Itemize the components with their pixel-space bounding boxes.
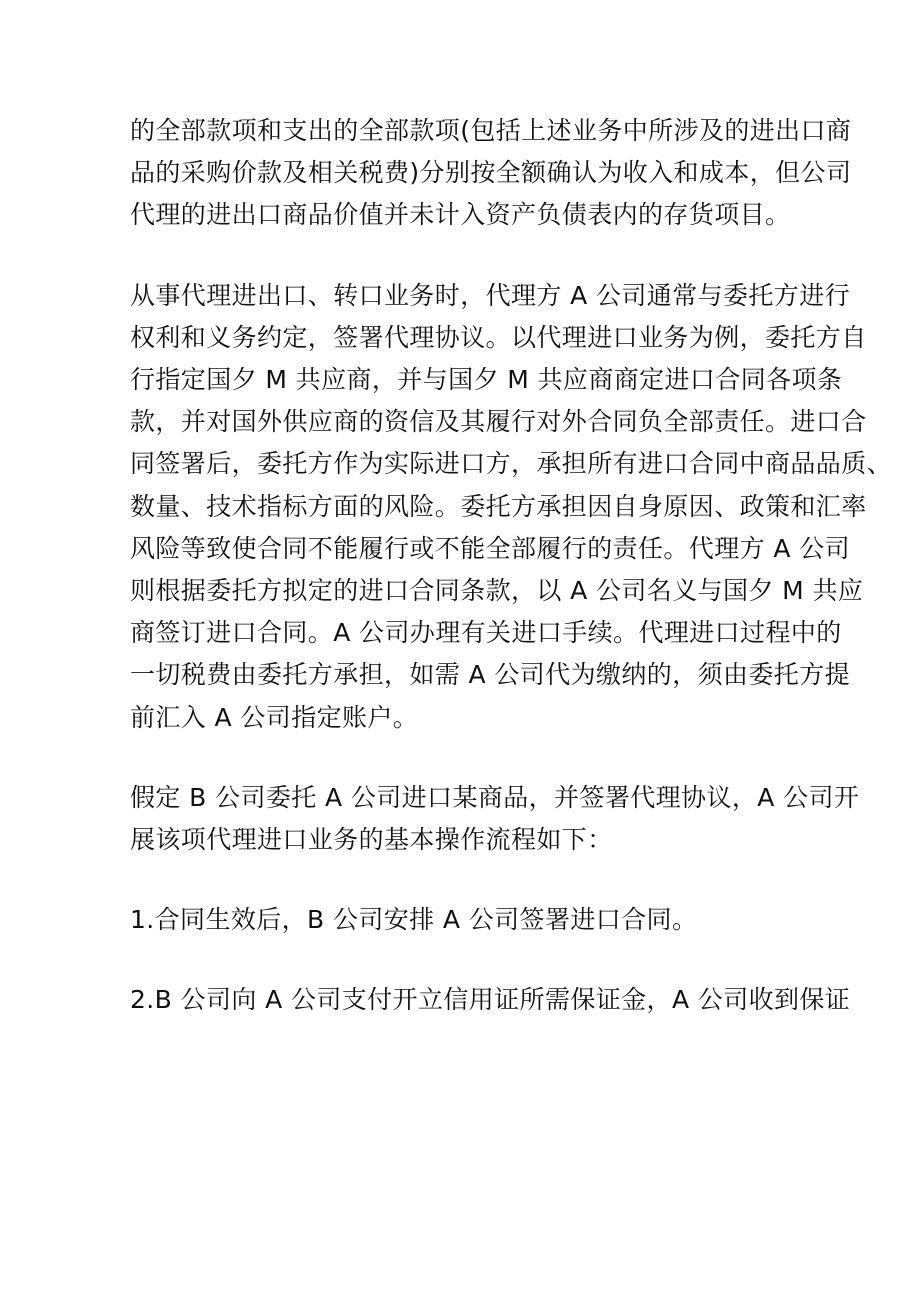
text-line: 同签署后，委托方作为实际进口方，承担所有进口合同中商品品质、	[130, 449, 893, 479]
text-line: 代理的进出口商品价值并未计入资产负债表内的存货项目。	[130, 200, 791, 230]
paragraph-revenue-recognition	[130, 110, 852, 237]
text-line: 权利和义务约定，签署代理协议。以代理进口业务为例，委托方自	[130, 322, 867, 352]
text-line: 展该项代理进口业务的基本操作流程如下：	[130, 825, 613, 855]
text-line: 从事代理进出口、转口业务时，代理方 A 公司通常与委托方进行	[130, 280, 850, 310]
text-line: 假定 B 公司委托 A 公司进口某商品，并签署代理协议，A 公司开	[130, 782, 860, 812]
text-line: 一切税费由委托方承担，如需 A 公司代为缴纳的，须由委托方提	[130, 660, 850, 690]
paragraph-example-setup	[130, 777, 860, 861]
text-line: 款，并对国外供应商的资信及其履行对外合同负全部责任。进口合	[130, 407, 867, 437]
text-line: 行指定国夕 M 共应商，并与国夕 M 共应商商定进口合同各项条	[130, 365, 843, 395]
text-line: 品的采购价款及相关税费)分别按全额确认为收入和成本，但公司	[130, 158, 852, 188]
text-line: 的全部款项和支出的全部款项(包括上述业务中所涉及的进出口商	[130, 116, 852, 145]
text-line: 风险等致使合同不能履行或不能全部履行的责任。代理方 A 公司	[130, 533, 850, 563]
text-line: 商签订进口合同。A 公司办理有关进口手续。代理进口过程中的	[130, 618, 842, 648]
text-line: 1.合同生效后，B 公司安排 A 公司签署进口合同。	[130, 905, 698, 935]
text-line: 数量、技术指标方面的风险。委托方承担因自身原因、政策和汇率	[130, 491, 867, 521]
text-line: 则根据委托方拟定的进口合同条款，以 A 公司名义与国夕 M 共应	[130, 576, 864, 606]
text-line: 前汇入 A 公司指定账户。	[130, 702, 419, 732]
document-body	[130, 110, 893, 1060]
paragraph-step-2	[130, 979, 851, 1021]
text-line: 2.B 公司向 A 公司支付开立信用证所需保证金，A 公司收到保证	[130, 985, 851, 1015]
paragraph-step-1	[130, 899, 798, 941]
paragraph-agency-agreement	[130, 275, 893, 739]
